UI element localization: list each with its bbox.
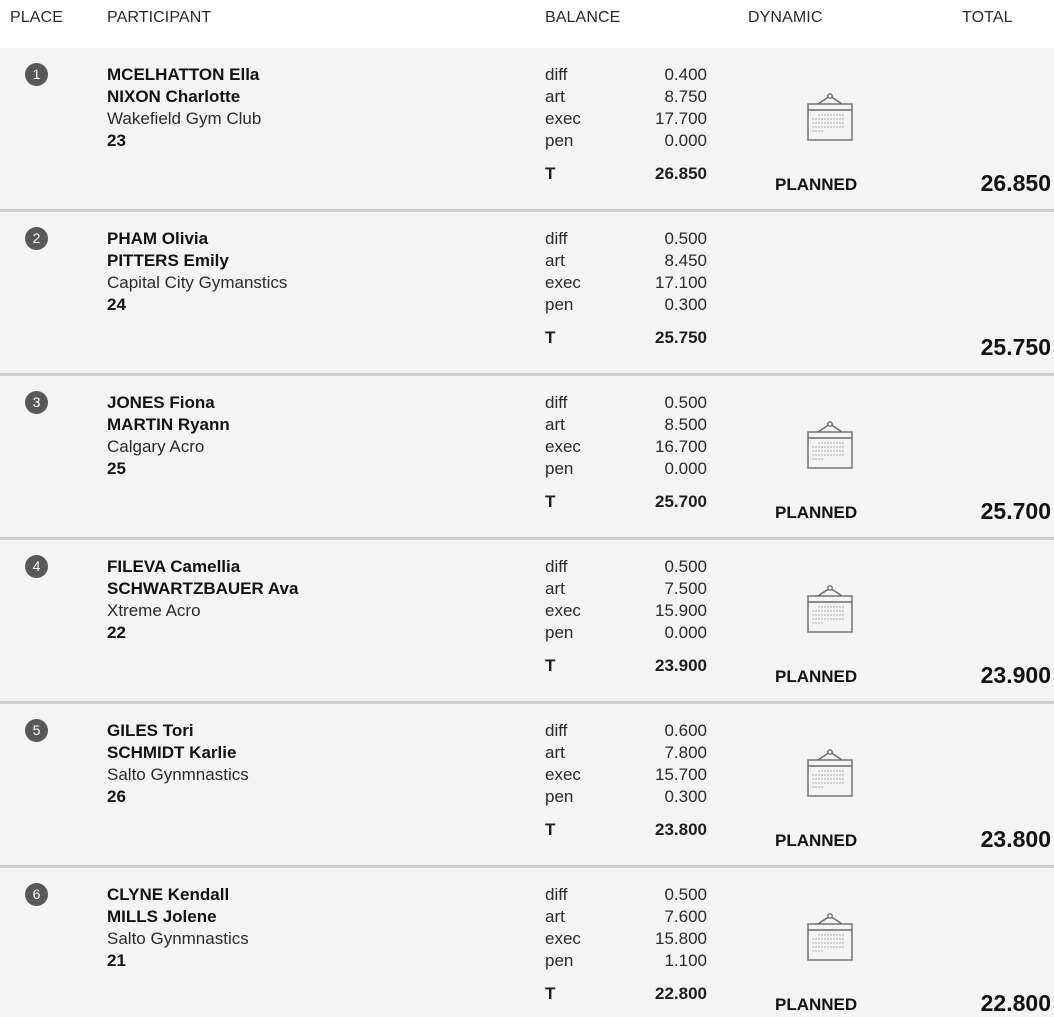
balance-exec-value: 15.700 bbox=[655, 765, 707, 784]
balance-exec bbox=[545, 436, 707, 458]
participant-info bbox=[107, 720, 249, 808]
balance-total-value: 23.800 bbox=[655, 820, 707, 839]
balance-exec bbox=[545, 928, 707, 950]
balance-pen-label: pen bbox=[545, 459, 574, 478]
dynamic-status: PLANNED bbox=[775, 667, 858, 686]
balance-art-value: 8.500 bbox=[664, 415, 707, 434]
balance-art bbox=[545, 578, 707, 600]
column-header-balance: BALANCE bbox=[545, 9, 621, 26]
calendar-icon[interactable] bbox=[798, 910, 862, 966]
balance-art-label: art bbox=[545, 415, 565, 434]
place-badge: 1 bbox=[25, 63, 48, 86]
balance-pen-value: 0.000 bbox=[664, 459, 707, 478]
club-name: Calgary Acro bbox=[107, 437, 205, 456]
result-row[interactable] bbox=[0, 868, 1054, 1017]
balance-diff bbox=[545, 884, 707, 906]
dynamic-status: PLANNED bbox=[775, 831, 858, 850]
balance-exec-label: exec bbox=[545, 273, 581, 292]
balance-exec bbox=[545, 272, 707, 294]
place-badge: 6 bbox=[25, 883, 48, 906]
balance-diff-value: 0.500 bbox=[664, 885, 707, 904]
result-row[interactable] bbox=[0, 48, 1054, 212]
participant-info bbox=[107, 884, 249, 972]
balance-exec-label: exec bbox=[545, 929, 581, 948]
participant-name-2: MILLS Jolene bbox=[107, 907, 217, 926]
balance-exec-label: exec bbox=[545, 109, 581, 128]
balance-art-label: art bbox=[545, 743, 565, 762]
result-row[interactable] bbox=[0, 212, 1054, 376]
balance-art-label: art bbox=[545, 87, 565, 106]
participant-name-2: MARTIN Ryann bbox=[107, 415, 230, 434]
place-badge: 3 bbox=[25, 391, 48, 414]
column-header-total: TOTAL bbox=[962, 9, 1013, 26]
balance-art-value: 7.500 bbox=[664, 579, 707, 598]
total-score: 25.750 bbox=[980, 334, 1051, 360]
balance-scores bbox=[545, 720, 707, 842]
balance-art bbox=[545, 250, 707, 272]
balance-diff-label: diff bbox=[545, 557, 568, 576]
balance-total-label: T bbox=[545, 656, 556, 675]
balance-exec-value: 15.900 bbox=[655, 601, 707, 620]
balance-diff-label: diff bbox=[545, 393, 568, 412]
balance-diff-label: diff bbox=[545, 885, 568, 904]
balance-total bbox=[545, 160, 707, 186]
balance-scores bbox=[545, 884, 707, 1006]
total-score: 26.850 bbox=[980, 170, 1051, 196]
calendar-icon[interactable] bbox=[798, 418, 862, 474]
calendar-icon[interactable] bbox=[798, 90, 862, 146]
place-badge: 2 bbox=[25, 227, 48, 250]
balance-diff-value: 0.500 bbox=[664, 393, 707, 412]
dynamic-status: PLANNED bbox=[775, 503, 858, 522]
balance-total-label: T bbox=[545, 328, 556, 347]
balance-diff bbox=[545, 64, 707, 86]
balance-total-value: 26.850 bbox=[655, 164, 707, 183]
balance-art-value: 7.600 bbox=[664, 907, 707, 926]
balance-diff bbox=[545, 392, 707, 414]
club-name: Xtreme Acro bbox=[107, 601, 201, 620]
balance-total bbox=[545, 652, 707, 678]
calendar-icon[interactable] bbox=[798, 746, 862, 802]
club-name: Salto Gynmnastics bbox=[107, 765, 249, 784]
balance-diff-label: diff bbox=[545, 65, 568, 84]
balance-total-label: T bbox=[545, 984, 556, 1003]
place-badge: 4 bbox=[25, 555, 48, 578]
balance-pen-value: 0.000 bbox=[664, 623, 707, 642]
club-name: Capital City Gymanstics bbox=[107, 273, 288, 292]
balance-diff bbox=[545, 228, 707, 250]
column-header-place: PLACE bbox=[10, 9, 63, 26]
balance-total bbox=[545, 980, 707, 1006]
balance-pen-label: pen bbox=[545, 295, 574, 314]
balance-art bbox=[545, 906, 707, 928]
club-name: Salto Gynmnastics bbox=[107, 929, 249, 948]
balance-art bbox=[545, 86, 707, 108]
results-header bbox=[0, 0, 1054, 48]
balance-pen bbox=[545, 130, 707, 152]
balance-pen bbox=[545, 294, 707, 316]
balance-total-label: T bbox=[545, 820, 556, 839]
bib-number: 24 bbox=[107, 295, 126, 314]
participant-name-2: PITTERS Emily bbox=[107, 251, 229, 270]
total-score: 23.900 bbox=[980, 662, 1051, 688]
balance-art-value: 8.750 bbox=[664, 87, 707, 106]
balance-pen bbox=[545, 458, 707, 480]
balance-total-value: 25.750 bbox=[655, 328, 707, 347]
bib-number: 22 bbox=[107, 623, 126, 642]
balance-diff-value: 0.400 bbox=[664, 65, 707, 84]
balance-pen-value: 0.300 bbox=[664, 787, 707, 806]
participant-name-2: SCHWARTZBAUER Ava bbox=[107, 579, 299, 598]
dynamic-status: PLANNED bbox=[775, 175, 858, 194]
participant-name-1: FILEVA Camellia bbox=[107, 557, 241, 576]
balance-exec bbox=[545, 108, 707, 130]
balance-diff-value: 0.600 bbox=[664, 721, 707, 740]
balance-pen-value: 0.000 bbox=[664, 131, 707, 150]
balance-pen bbox=[545, 622, 707, 644]
balance-total bbox=[545, 488, 707, 514]
balance-art-value: 8.450 bbox=[664, 251, 707, 270]
balance-art bbox=[545, 742, 707, 764]
balance-pen-label: pen bbox=[545, 787, 574, 806]
balance-total-value: 25.700 bbox=[655, 492, 707, 511]
participant-info bbox=[107, 556, 298, 644]
balance-pen bbox=[545, 786, 707, 808]
results-list bbox=[0, 48, 1054, 1017]
participant-name-2: NIXON Charlotte bbox=[107, 87, 241, 106]
balance-scores bbox=[545, 64, 707, 186]
balance-pen-label: pen bbox=[545, 951, 574, 970]
balance-exec-label: exec bbox=[545, 437, 581, 456]
column-header-participant: PARTICIPANT bbox=[107, 9, 212, 26]
balance-diff-value: 0.500 bbox=[664, 229, 707, 248]
bib-number: 23 bbox=[107, 131, 126, 150]
balance-pen-label: pen bbox=[545, 623, 574, 642]
balance-exec-value: 16.700 bbox=[655, 437, 707, 456]
total-score: 23.800 bbox=[980, 826, 1051, 852]
balance-exec-value: 15.800 bbox=[655, 929, 707, 948]
participant-name-2: SCHMIDT Karlie bbox=[107, 743, 237, 762]
result-row[interactable] bbox=[0, 376, 1054, 540]
balance-scores bbox=[545, 228, 707, 350]
calendar-icon[interactable] bbox=[798, 582, 862, 638]
balance-diff-value: 0.500 bbox=[664, 557, 707, 576]
balance-art bbox=[545, 414, 707, 436]
column-header-dynamic: DYNAMIC bbox=[748, 9, 823, 26]
participant-info bbox=[107, 64, 261, 152]
balance-pen-label: pen bbox=[545, 131, 574, 150]
balance-exec bbox=[545, 600, 707, 622]
balance-scores bbox=[545, 556, 707, 678]
participant-name-1: PHAM Olivia bbox=[107, 229, 209, 248]
balance-pen bbox=[545, 950, 707, 972]
total-score: 22.800 bbox=[980, 990, 1051, 1016]
balance-scores bbox=[545, 392, 707, 514]
balance-exec bbox=[545, 764, 707, 786]
participant-name-1: JONES Fiona bbox=[107, 393, 215, 412]
balance-art-label: art bbox=[545, 579, 565, 598]
balance-pen-value: 0.300 bbox=[664, 295, 707, 314]
balance-exec-value: 17.700 bbox=[655, 109, 707, 128]
balance-diff bbox=[545, 720, 707, 742]
bib-number: 21 bbox=[107, 951, 126, 970]
result-row[interactable] bbox=[0, 540, 1054, 704]
bib-number: 26 bbox=[107, 787, 126, 806]
balance-total-label: T bbox=[545, 164, 556, 183]
balance-diff-label: diff bbox=[545, 229, 568, 248]
balance-exec-label: exec bbox=[545, 765, 581, 784]
balance-total-value: 22.800 bbox=[655, 984, 707, 1003]
participant-name-1: GILES Tori bbox=[107, 721, 194, 740]
place-badge: 5 bbox=[25, 719, 48, 742]
participant-info bbox=[107, 392, 230, 480]
participant-name-1: CLYNE Kendall bbox=[107, 885, 230, 904]
result-row[interactable] bbox=[0, 704, 1054, 868]
club-name: Wakefield Gym Club bbox=[107, 109, 262, 128]
balance-total-label: T bbox=[545, 492, 556, 511]
balance-art-value: 7.800 bbox=[664, 743, 707, 762]
participant-info bbox=[107, 228, 287, 316]
balance-total bbox=[545, 816, 707, 842]
dynamic-status: PLANNED bbox=[775, 995, 858, 1014]
balance-total bbox=[545, 324, 707, 350]
balance-pen-value: 1.100 bbox=[664, 951, 707, 970]
participant-name-1: MCELHATTON Ella bbox=[107, 65, 260, 84]
balance-exec-value: 17.100 bbox=[655, 273, 707, 292]
balance-diff bbox=[545, 556, 707, 578]
balance-art-label: art bbox=[545, 907, 565, 926]
balance-total-value: 23.900 bbox=[655, 656, 707, 675]
balance-art-label: art bbox=[545, 251, 565, 270]
total-score: 25.700 bbox=[980, 498, 1051, 524]
bib-number: 25 bbox=[107, 459, 126, 478]
balance-diff-label: diff bbox=[545, 721, 568, 740]
balance-exec-label: exec bbox=[545, 601, 581, 620]
